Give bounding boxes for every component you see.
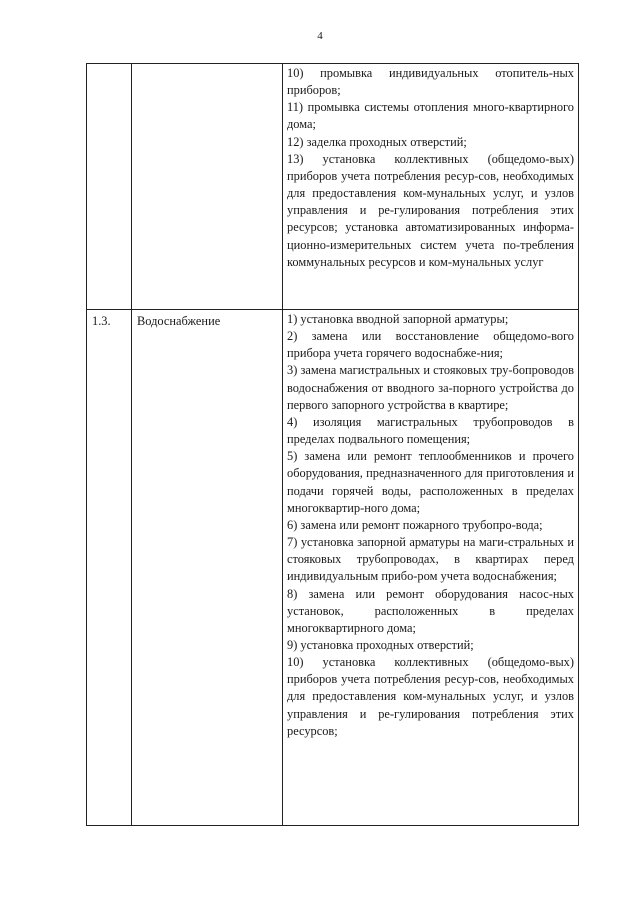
work-item: 3) замена магистральных и стояковых тру-бопроводов водоснабжения от вводного за-порного устройства до первого запорного устройства в квартире;	[287, 363, 574, 412]
work-item: 9) установка проходных отверстий;	[287, 637, 474, 652]
works-list-cell	[283, 310, 579, 826]
work-item: 10) установка коллективных (общедомо-вых) приборов учета потребления ресур-сов, необходимых для предоставления ком-мунальных услуг, и узлов управления и ре-гулирования потребления этих ресурсов;	[287, 655, 574, 738]
row-number-cell	[87, 64, 132, 310]
work-item: 6) замена или ремонт пожарного трубопро-вода;	[287, 517, 543, 532]
work-item: 4) изоляция магистральных трубопроводов в пределах подвального помещения;	[287, 414, 574, 447]
system-name-cell: Водоснабжение	[132, 310, 283, 826]
table-row	[87, 310, 579, 826]
work-item: 13) установка коллективных (общедомо-вых) приборов учета потребления ресур-сов, необходимых для предоставления ком-мунальных услуг, и узлов управления и ре-гулирования потребления этих ресурсов; установка автоматизированных информа-ционно-измерительных систем учета по-требления коммунальных ресурсов и ком-мунальных услуг	[287, 151, 574, 269]
row-number-cell: 1.3.	[87, 310, 132, 826]
work-item: 5) замена или ремонт теплообменников и прочего оборудования, предназначенного для приготовления и подачи горячей воды, расположенных в пределах многоквартир-ного дома;	[287, 449, 574, 515]
work-item: 12) заделка проходных отверстий;	[287, 134, 467, 149]
work-item: 8) замена или ремонт оборудования насос-ных установок, расположенных в пределах многоквартирного дома;	[287, 586, 574, 635]
work-item: 11) промывка системы отопления много-квартирного дома;	[287, 100, 574, 132]
work-item: 10) промывка индивидуальных отопитель-ных приборов;	[287, 66, 574, 98]
works-table	[86, 63, 579, 826]
page-number: 4	[317, 30, 323, 42]
work-item: 2) замена или восстановление общедомо-вого прибора учета горячего водоснабже-ния;	[287, 329, 574, 361]
table-row	[87, 64, 579, 310]
system-name-cell	[132, 64, 283, 310]
work-item: 7) установка запорной арматуры на маги-стральных и стояковых трубопроводах, в квартирах перед индивидуальным прибо-ром учета водоснабжения;	[287, 535, 574, 584]
works-list-cell	[283, 64, 579, 310]
work-item: 1) установка вводной запорной арматуры;	[287, 312, 509, 326]
